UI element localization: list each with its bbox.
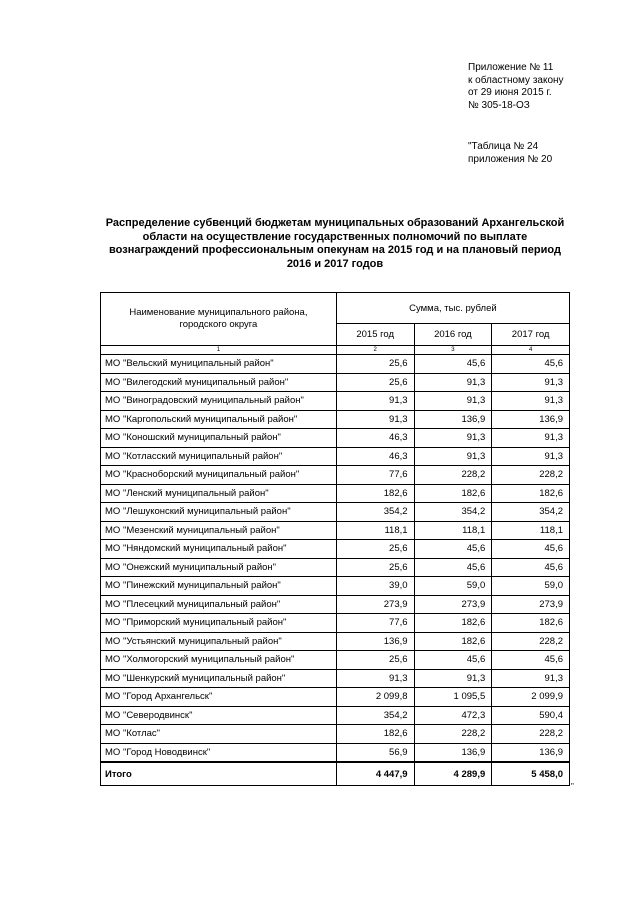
table-row: [101, 447, 570, 466]
municipality-name: МО "Коношский муниципальный район": [101, 429, 337, 448]
value-2016: 45,6: [414, 558, 492, 577]
municipality-name: МО "Город Новодвинск": [101, 743, 337, 762]
value-2015: 91,3: [336, 392, 414, 411]
total-label: Итого: [101, 762, 337, 786]
value-2015: 56,9: [336, 743, 414, 762]
municipality-name: МО "Северодвинск": [101, 706, 337, 725]
value-2016: 91,3: [414, 447, 492, 466]
value-2016: 354,2: [414, 503, 492, 522]
value-2015: 354,2: [336, 706, 414, 725]
value-2016: 1 095,5: [414, 688, 492, 707]
header-year-2016: 2016 год: [414, 324, 492, 346]
municipality-name: МО "Ленский муниципальный район": [101, 484, 337, 503]
value-2015: 25,6: [336, 651, 414, 670]
value-2016: 59,0: [414, 577, 492, 596]
value-2017: 182,6: [492, 484, 570, 503]
value-2017: 136,9: [492, 743, 570, 762]
value-2017: 91,3: [492, 373, 570, 392]
table-row: [101, 632, 570, 651]
value-2016: 91,3: [414, 392, 492, 411]
table-ref-line-2: приложения № 20: [468, 153, 553, 165]
document-title: Распределение субвенций бюджетам муниципальных образований Архангельской области на осуществление государственных полномочий по выплате вознаграждений профессиональным опекунам на 2015 год и на плановый период 2016 и 2017 годов: [105, 217, 565, 270]
value-2016: 273,9: [414, 595, 492, 614]
municipality-name: МО "Мезенский муниципальный район": [101, 521, 337, 540]
total-2016: 4 289,9: [414, 762, 492, 786]
table-row: [101, 466, 570, 485]
value-2017: 45,6: [492, 355, 570, 374]
value-2017: 228,2: [492, 725, 570, 744]
value-2015: 25,6: [336, 373, 414, 392]
table-row: [101, 725, 570, 744]
total-2015: 4 447,9: [336, 762, 414, 786]
annex-header: [468, 62, 564, 112]
municipality-name: МО "Город Архангельск": [101, 688, 337, 707]
table-row: [101, 577, 570, 596]
municipality-name: МО "Пинежский муниципальный район": [101, 577, 337, 596]
value-2016: 91,3: [414, 429, 492, 448]
municipality-name: МО "Каргопольский муниципальный район": [101, 410, 337, 429]
municipality-name: МО "Устьянский муниципальный район": [101, 632, 337, 651]
header-row: [101, 293, 570, 324]
value-2017: 590,4: [492, 706, 570, 725]
value-2015: 46,3: [336, 429, 414, 448]
table-row: [101, 706, 570, 725]
value-2015: 182,6: [336, 725, 414, 744]
annex-line-1: Приложение № 11: [468, 62, 554, 73]
closing-quote: ": [571, 782, 574, 791]
total-row: [101, 762, 570, 786]
municipality-name: МО "Вилегодский муниципальный район": [101, 373, 337, 392]
value-2017: 136,9: [492, 410, 570, 429]
value-2016: 118,1: [414, 521, 492, 540]
value-2017: 59,0: [492, 577, 570, 596]
column-number: 2: [336, 346, 414, 355]
table-row: [101, 743, 570, 762]
municipality-name: МО "Приморский муниципальный район": [101, 614, 337, 633]
municipality-name: МО "Лешуконский муниципальный район": [101, 503, 337, 522]
total-2017: 5 458,0: [492, 762, 570, 786]
value-2017: 45,6: [492, 540, 570, 559]
header-sum: Сумма, тыс. рублей: [336, 293, 569, 324]
municipality-name: МО "Онежский муниципальный район": [101, 558, 337, 577]
subvention-table: [100, 292, 570, 786]
table-row: [101, 540, 570, 559]
value-2016: 472,3: [414, 706, 492, 725]
municipality-name: МО "Холмогорский муниципальный район": [101, 651, 337, 670]
value-2016: 228,2: [414, 466, 492, 485]
annex-line-2: к областному закону: [468, 74, 564, 86]
table-row: [101, 429, 570, 448]
table-reference: [468, 141, 552, 166]
value-2017: 273,9: [492, 595, 570, 614]
column-number: 1: [101, 346, 337, 355]
value-2016: 182,6: [414, 614, 492, 633]
value-2017: 228,2: [492, 466, 570, 485]
table-row: [101, 410, 570, 429]
value-2015: 91,3: [336, 410, 414, 429]
column-number: 3: [414, 346, 492, 355]
value-2015: 273,9: [336, 595, 414, 614]
value-2017: 182,6: [492, 614, 570, 633]
value-2016: 228,2: [414, 725, 492, 744]
value-2015: 25,6: [336, 540, 414, 559]
municipality-name: МО "Котлас": [101, 725, 337, 744]
table-row: [101, 651, 570, 670]
table-row: [101, 614, 570, 633]
value-2017: 45,6: [492, 651, 570, 670]
column-numbers-row: [101, 346, 570, 355]
value-2016: 91,3: [414, 669, 492, 688]
value-2015: 25,6: [336, 355, 414, 374]
table-row: [101, 669, 570, 688]
table-row: [101, 688, 570, 707]
table-row: [101, 373, 570, 392]
table-row: [101, 595, 570, 614]
table-row: [101, 355, 570, 374]
value-2017: 91,3: [492, 447, 570, 466]
municipality-name: МО "Красноборский муниципальный район": [101, 466, 337, 485]
value-2017: 118,1: [492, 521, 570, 540]
value-2016: 182,6: [414, 632, 492, 651]
value-2015: 182,6: [336, 484, 414, 503]
value-2017: 91,3: [492, 392, 570, 411]
value-2015: 91,3: [336, 669, 414, 688]
value-2015: 39,0: [336, 577, 414, 596]
value-2016: 136,9: [414, 743, 492, 762]
value-2015: 25,6: [336, 558, 414, 577]
value-2015: 77,6: [336, 466, 414, 485]
value-2017: 228,2: [492, 632, 570, 651]
value-2016: 45,6: [414, 355, 492, 374]
column-number: 4: [492, 346, 570, 355]
value-2015: 2 099,8: [336, 688, 414, 707]
header-year-2015: 2015 год: [336, 324, 414, 346]
table-row: [101, 392, 570, 411]
value-2016: 91,3: [414, 373, 492, 392]
table-row: [101, 484, 570, 503]
table-row: [101, 558, 570, 577]
table-row: [101, 521, 570, 540]
value-2017: 354,2: [492, 503, 570, 522]
value-2016: 182,6: [414, 484, 492, 503]
value-2015: 118,1: [336, 521, 414, 540]
municipality-name: МО "Няндомский муниципальный район": [101, 540, 337, 559]
value-2016: 45,6: [414, 651, 492, 670]
value-2017: 2 099,9: [492, 688, 570, 707]
header-name: Наименование муниципального района, городского округа: [101, 293, 337, 346]
annex-line-3: от 29 июня 2015 г.: [468, 87, 552, 98]
value-2017: 91,3: [492, 669, 570, 688]
municipality-name: МО "Плесецкий муниципальный район": [101, 595, 337, 614]
value-2015: 46,3: [336, 447, 414, 466]
table-ref-line-1: "Таблица № 24: [468, 141, 539, 152]
municipality-name: МО "Виноградовский муниципальный район": [101, 392, 337, 411]
value-2016: 136,9: [414, 410, 492, 429]
value-2017: 45,6: [492, 558, 570, 577]
value-2017: 91,3: [492, 429, 570, 448]
municipality-name: МО "Шенкурский муниципальный район": [101, 669, 337, 688]
municipality-name: МО "Котласский муниципальный район": [101, 447, 337, 466]
value-2015: 136,9: [336, 632, 414, 651]
value-2015: 354,2: [336, 503, 414, 522]
header-year-2017: 2017 год: [492, 324, 570, 346]
value-2016: 45,6: [414, 540, 492, 559]
annex-line-4: № 305-18-ОЗ: [468, 99, 530, 111]
table-row: [101, 503, 570, 522]
municipality-name: МО "Вельский муниципальный район": [101, 355, 337, 374]
value-2015: 77,6: [336, 614, 414, 633]
